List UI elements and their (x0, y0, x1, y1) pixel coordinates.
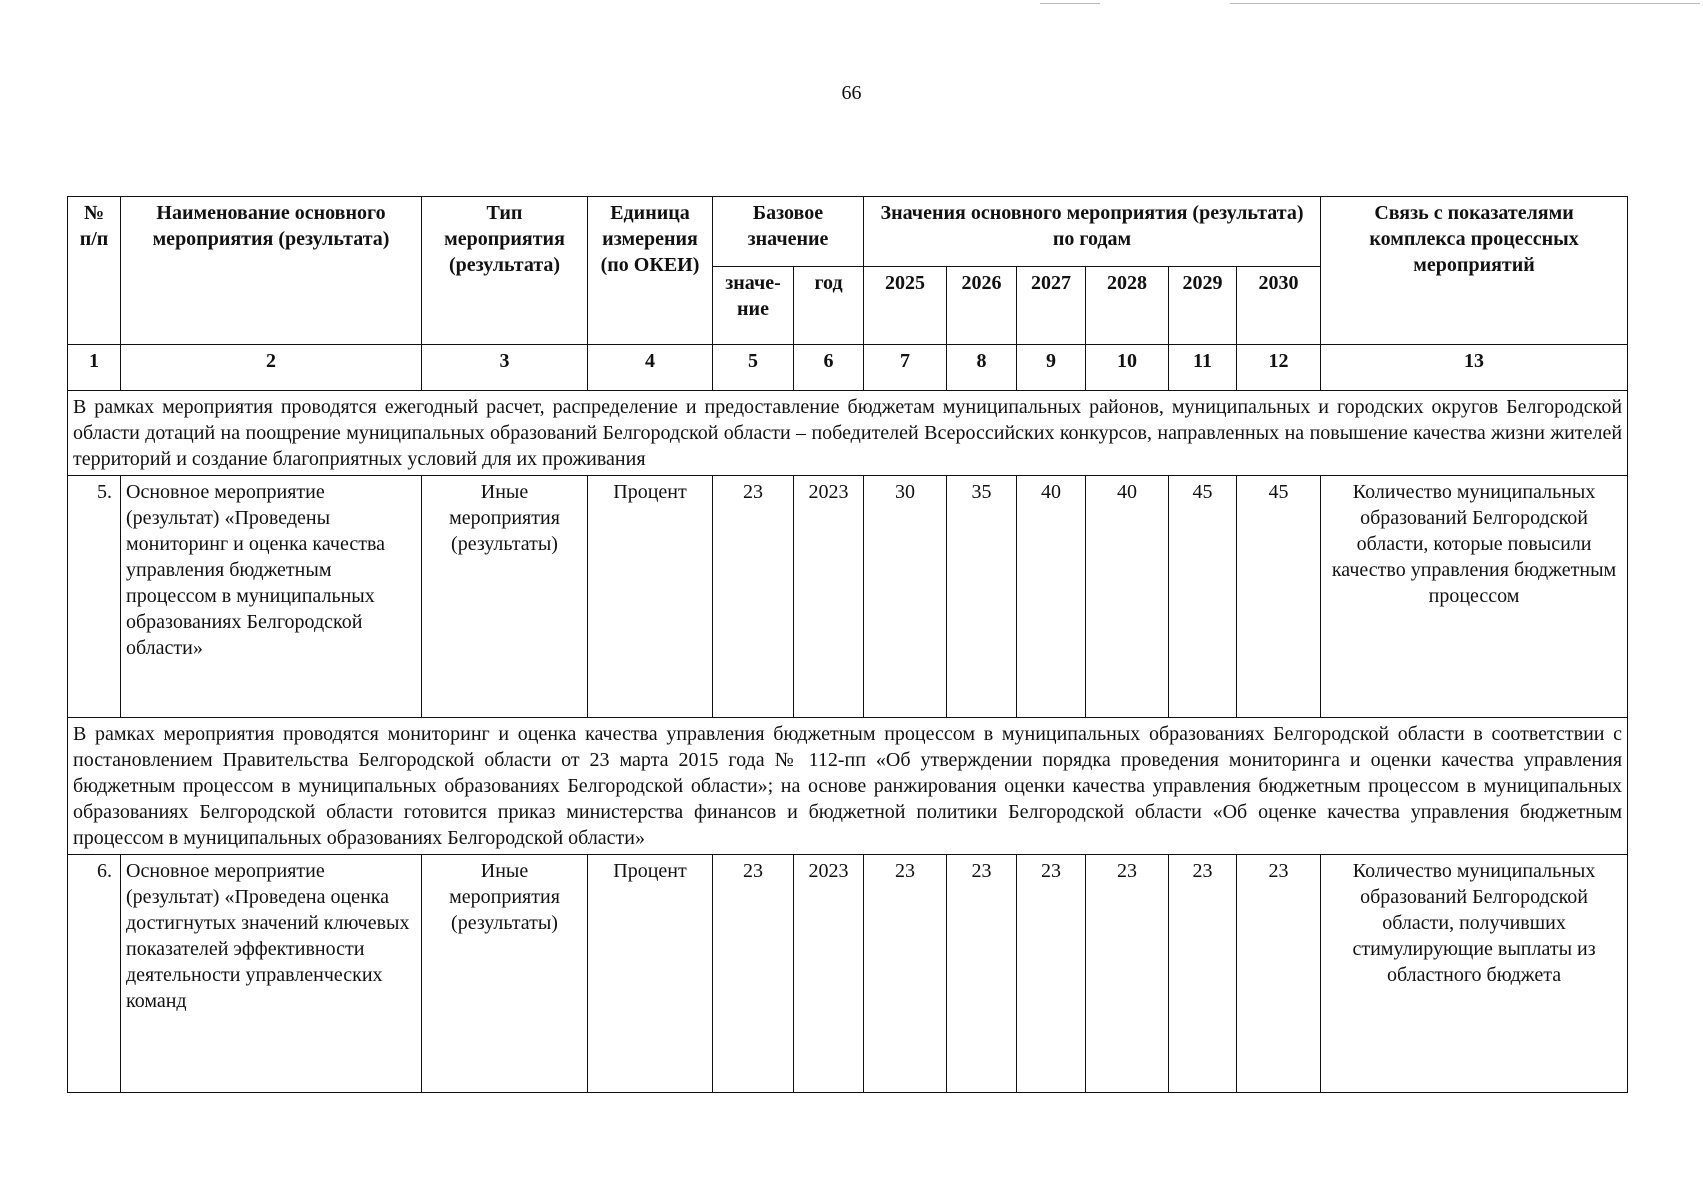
year-value: 45 (1237, 476, 1321, 718)
base-year: 2023 (794, 855, 864, 1093)
activity-type: Иные мероприятия (результаты) (422, 855, 588, 1093)
header-year: 2028 (1086, 267, 1169, 345)
year-value: 30 (864, 476, 947, 718)
page-number: 66 (841, 82, 862, 104)
row-number: 6. (68, 855, 121, 1093)
column-number: 11 (1169, 345, 1237, 391)
header-year: 2027 (1017, 267, 1086, 345)
year-value: 23 (1169, 855, 1237, 1093)
column-number: 1 (68, 345, 121, 391)
year-value: 40 (1086, 476, 1169, 718)
year-value: 45 (1169, 476, 1237, 718)
header-base-value: значе-ние (713, 267, 794, 345)
header-year: 2025 (864, 267, 947, 345)
indicator-link: Количество муниципальных образований Белгородской области, которые повысили качество управления бюджетным процессом (1321, 476, 1628, 718)
year-value: 40 (1017, 476, 1086, 718)
year-value: 23 (1237, 855, 1321, 1093)
activity-name: Основное мероприятие (результат) «Проведены мониторинг и оценка качества управления бюджетным процессом в муниципальных образованиях Белгородской области» (121, 476, 422, 718)
activity-type: Иные мероприятия (результаты) (422, 476, 588, 718)
table-row (68, 476, 1628, 718)
header-years: Значения основного мероприятия (результата) по годам (864, 197, 1321, 267)
year-value: 23 (1086, 855, 1169, 1093)
table-row (68, 855, 1628, 1093)
unit: Процент (588, 855, 713, 1093)
year-value: 23 (947, 855, 1017, 1093)
column-number: 3 (422, 345, 588, 391)
base-year: 2023 (794, 476, 864, 718)
column-number: 10 (1086, 345, 1169, 391)
column-number: 5 (713, 345, 794, 391)
base-value: 23 (713, 476, 794, 718)
header-year: 2029 (1169, 267, 1237, 345)
column-number: 6 (794, 345, 864, 391)
column-number: 12 (1237, 345, 1321, 391)
year-value: 23 (1017, 855, 1086, 1093)
column-number: 4 (588, 345, 713, 391)
column-number: 9 (1017, 345, 1086, 391)
column-number: 2 (121, 345, 422, 391)
scan-artifact-line (1230, 3, 1700, 4)
activity-name: Основное мероприятие (результат) «Проведена оценка достигнутых значений ключевых показателей эффективности деятельности управленческих команд (121, 855, 422, 1093)
row-number: 5. (68, 476, 121, 718)
header-num: № п/п (68, 197, 121, 345)
description-paragraph: В рамках мероприятия проводятся ежегодный расчет, распределение и предоставление бюджетам муниципальных районов, муниципальных и городских округов Белгородской области дотаций на поощрение муниципальных образований Белгородской области – победителей Всероссийских конкурсов, направленных на повышение качества жизни жителей территорий и создание благоприятных условий для их проживания (68, 391, 1628, 476)
column-number: 7 (864, 345, 947, 391)
base-value: 23 (713, 855, 794, 1093)
unit: Процент (588, 476, 713, 718)
header-year: 2026 (947, 267, 1017, 345)
header-base: Базовое значение (713, 197, 864, 267)
year-value: 35 (947, 476, 1017, 718)
column-number: 13 (1321, 345, 1628, 391)
column-number: 8 (947, 345, 1017, 391)
description-paragraph: В рамках мероприятия проводятся мониторинг и оценка качества управления бюджетным процессом в муниципальных образованиях Белгородской области в соответствии с постановлением Правительства Белгородской области от 23 марта 2015 года № 112-пп «Об утверждении порядка проведения мониторинга и оценки качества управления бюджетным процессом в муниципальных образованиях Белгородской области»; на основе ранжирования оценки качества управления бюджетным процессом в муниципальных образованиях Белгородской области готовится приказ министерства финансов и бюджетной политики Белгородской области «Об оценке качества управления бюджетным процессом в муниципальных образованиях Белгородской области» (68, 718, 1628, 855)
header-link: Связь с показателями комплекса процессных мероприятий (1321, 197, 1628, 345)
scan-artifact-line (1040, 3, 1100, 4)
header-unit: Единица измерения (по ОКЕИ) (588, 197, 713, 345)
header-base-year: год (794, 267, 864, 345)
year-value: 23 (864, 855, 947, 1093)
header-type: Тип мероприятия (результата) (422, 197, 588, 345)
activities-table (67, 196, 1628, 1093)
indicator-link: Количество муниципальных образований Белгородской области, получивших стимулирующие выплаты из областного бюджета (1321, 855, 1628, 1093)
header-name: Наименование основного мероприятия (результата) (121, 197, 422, 345)
header-year: 2030 (1237, 267, 1321, 345)
